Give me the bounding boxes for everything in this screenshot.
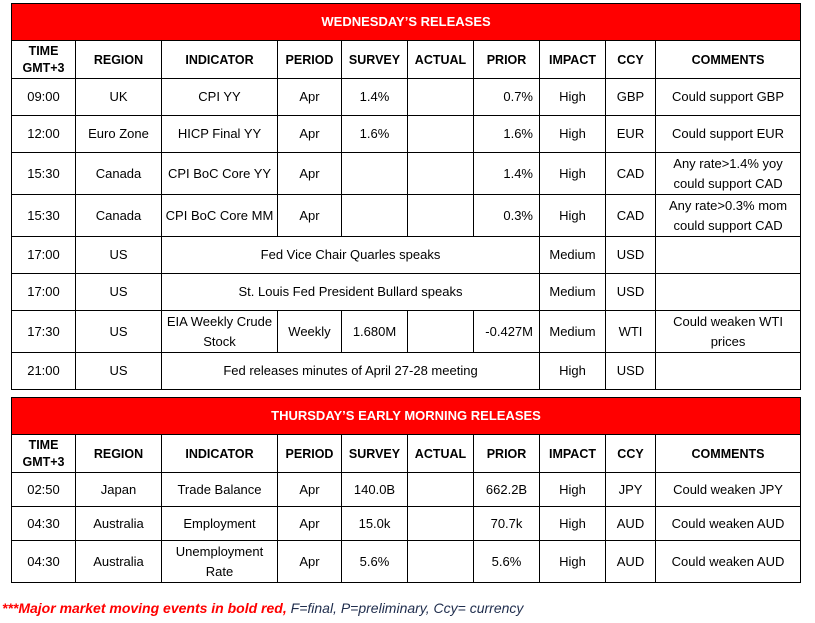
cell-prior: 0.7% <box>474 79 540 116</box>
cell-ccy: CAD <box>606 195 656 237</box>
cell-period: Apr <box>278 473 342 507</box>
cell-prior: 0.3% <box>474 195 540 237</box>
col-prior: PRIOR <box>474 41 540 79</box>
cell-prior: 662.2B <box>474 473 540 507</box>
cell-ccy: EUR <box>606 116 656 153</box>
cell-actual <box>408 116 474 153</box>
table-row <box>12 237 801 274</box>
cell-prior: 70.7k <box>474 507 540 541</box>
col-region: REGION <box>76 41 162 79</box>
cell-impact: Medium <box>540 274 606 311</box>
cell-time: 04:30 <box>12 507 76 541</box>
cell-region: Canada <box>76 153 162 195</box>
cell-prior: 1.6% <box>474 116 540 153</box>
wednesday-releases-table <box>11 3 801 390</box>
cell-time: 04:30 <box>12 541 76 583</box>
table-row <box>12 311 801 353</box>
cell-comments: Could weaken WTI prices <box>656 311 801 353</box>
col-ccy: CCY <box>606 41 656 79</box>
cell-ccy: CAD <box>606 153 656 195</box>
cell-actual <box>408 79 474 116</box>
cell-indicator: Unemployment Rate <box>162 541 278 583</box>
cell-region: UK <box>76 79 162 116</box>
cell-actual <box>408 507 474 541</box>
cell-period: Apr <box>278 541 342 583</box>
wednesday-title: WEDNESDAY’S RELEASES <box>12 4 801 41</box>
cell-indicator: CPI BoC Core MM <box>162 195 278 237</box>
col-ccy: CCY <box>606 435 656 473</box>
table-row <box>12 153 801 195</box>
table-row <box>12 79 801 116</box>
cell-time: 09:00 <box>12 79 76 116</box>
cell-comments <box>656 353 801 390</box>
cell-actual <box>408 195 474 237</box>
cell-impact: High <box>540 116 606 153</box>
col-region: REGION <box>76 435 162 473</box>
col-time: TIME GMT+3 <box>12 435 76 473</box>
thursday-title: THURSDAY’S EARLY MORNING RELEASES <box>12 398 801 435</box>
cell-ccy: JPY <box>606 473 656 507</box>
cell-event: Fed Vice Chair Quarles speaks <box>162 237 540 274</box>
cell-ccy: AUD <box>606 507 656 541</box>
col-comments: COMMENTS <box>656 435 801 473</box>
table-row <box>12 541 801 583</box>
cell-time: 02:50 <box>12 473 76 507</box>
cell-period: Apr <box>278 507 342 541</box>
table-row <box>12 274 801 311</box>
cell-prior: -0.427M <box>474 311 540 353</box>
cell-region: Australia <box>76 541 162 583</box>
cell-time: 15:30 <box>12 153 76 195</box>
cell-survey: 1.4% <box>342 79 408 116</box>
table-row <box>12 473 801 507</box>
cell-impact: High <box>540 195 606 237</box>
col-period: PERIOD <box>278 41 342 79</box>
cell-impact: High <box>540 353 606 390</box>
cell-prior: 5.6% <box>474 541 540 583</box>
cell-comments <box>656 274 801 311</box>
cell-impact: Medium <box>540 311 606 353</box>
cell-time: 17:00 <box>12 237 76 274</box>
cell-comments <box>656 237 801 274</box>
cell-actual <box>408 541 474 583</box>
cell-ccy: AUD <box>606 541 656 583</box>
cell-period: Apr <box>278 195 342 237</box>
cell-comments: Could weaken AUD <box>656 507 801 541</box>
cell-impact: High <box>540 153 606 195</box>
cell-region: Euro Zone <box>76 116 162 153</box>
cell-time: 15:30 <box>12 195 76 237</box>
cell-comments: Could support EUR <box>656 116 801 153</box>
cell-impact: Medium <box>540 237 606 274</box>
col-impact: IMPACT <box>540 435 606 473</box>
cell-time: 21:00 <box>12 353 76 390</box>
cell-impact: High <box>540 79 606 116</box>
cell-period: Apr <box>278 153 342 195</box>
cell-survey <box>342 195 408 237</box>
table-row <box>12 195 801 237</box>
cell-actual <box>408 311 474 353</box>
cell-prior: 1.4% <box>474 153 540 195</box>
col-time: TIME GMT+3 <box>12 41 76 79</box>
cell-period: Weekly <box>278 311 342 353</box>
thursday-releases-table <box>11 397 801 583</box>
footnote <box>2 600 523 616</box>
col-impact: IMPACT <box>540 41 606 79</box>
cell-survey: 1.6% <box>342 116 408 153</box>
cell-survey: 140.0B <box>342 473 408 507</box>
cell-impact: High <box>540 507 606 541</box>
cell-region: US <box>76 311 162 353</box>
cell-region: Japan <box>76 473 162 507</box>
col-period: PERIOD <box>278 435 342 473</box>
cell-comments: Could weaken JPY <box>656 473 801 507</box>
cell-region: US <box>76 274 162 311</box>
cell-ccy: USD <box>606 274 656 311</box>
col-indicator: INDICATOR <box>162 435 278 473</box>
cell-impact: High <box>540 541 606 583</box>
cell-impact: High <box>540 473 606 507</box>
cell-event: Fed releases minutes of April 27-28 meeting <box>162 353 540 390</box>
cell-indicator: Trade Balance <box>162 473 278 507</box>
cell-indicator: Employment <box>162 507 278 541</box>
cell-survey: 1.680M <box>342 311 408 353</box>
footnote-legend: F=final, P=preliminary, Ccy= currency <box>286 600 524 616</box>
cell-indicator: EIA Weekly Crude Stock <box>162 311 278 353</box>
cell-time: 12:00 <box>12 116 76 153</box>
header-row <box>12 435 801 473</box>
table-row <box>12 507 801 541</box>
cell-actual <box>408 153 474 195</box>
cell-period: Apr <box>278 79 342 116</box>
col-prior: PRIOR <box>474 435 540 473</box>
cell-comments: Any rate>1.4% yoy could support CAD <box>656 153 801 195</box>
header-row <box>12 41 801 79</box>
cell-survey: 5.6% <box>342 541 408 583</box>
cell-region: Canada <box>76 195 162 237</box>
col-indicator: INDICATOR <box>162 41 278 79</box>
cell-comments: Any rate>0.3% mom could support CAD <box>656 195 801 237</box>
cell-ccy: USD <box>606 237 656 274</box>
col-comments: COMMENTS <box>656 41 801 79</box>
table-row <box>12 116 801 153</box>
cell-time: 17:30 <box>12 311 76 353</box>
cell-region: Australia <box>76 507 162 541</box>
cell-event: St. Louis Fed President Bullard speaks <box>162 274 540 311</box>
cell-indicator: CPI YY <box>162 79 278 116</box>
cell-ccy: GBP <box>606 79 656 116</box>
cell-comments: Could weaken AUD <box>656 541 801 583</box>
cell-ccy: WTI <box>606 311 656 353</box>
table-row <box>12 353 801 390</box>
col-survey: SURVEY <box>342 41 408 79</box>
cell-time: 17:00 <box>12 274 76 311</box>
cell-period: Apr <box>278 116 342 153</box>
cell-indicator: CPI BoC Core YY <box>162 153 278 195</box>
cell-actual <box>408 473 474 507</box>
footnote-bold-red: ***Major market moving events in bold red, <box>2 600 287 616</box>
cell-indicator: HICP Final YY <box>162 116 278 153</box>
cell-region: US <box>76 237 162 274</box>
cell-region: US <box>76 353 162 390</box>
cell-survey <box>342 153 408 195</box>
col-actual: ACTUAL <box>408 435 474 473</box>
cell-survey: 15.0k <box>342 507 408 541</box>
cell-ccy: USD <box>606 353 656 390</box>
col-actual: ACTUAL <box>408 41 474 79</box>
col-survey: SURVEY <box>342 435 408 473</box>
cell-comments: Could support GBP <box>656 79 801 116</box>
